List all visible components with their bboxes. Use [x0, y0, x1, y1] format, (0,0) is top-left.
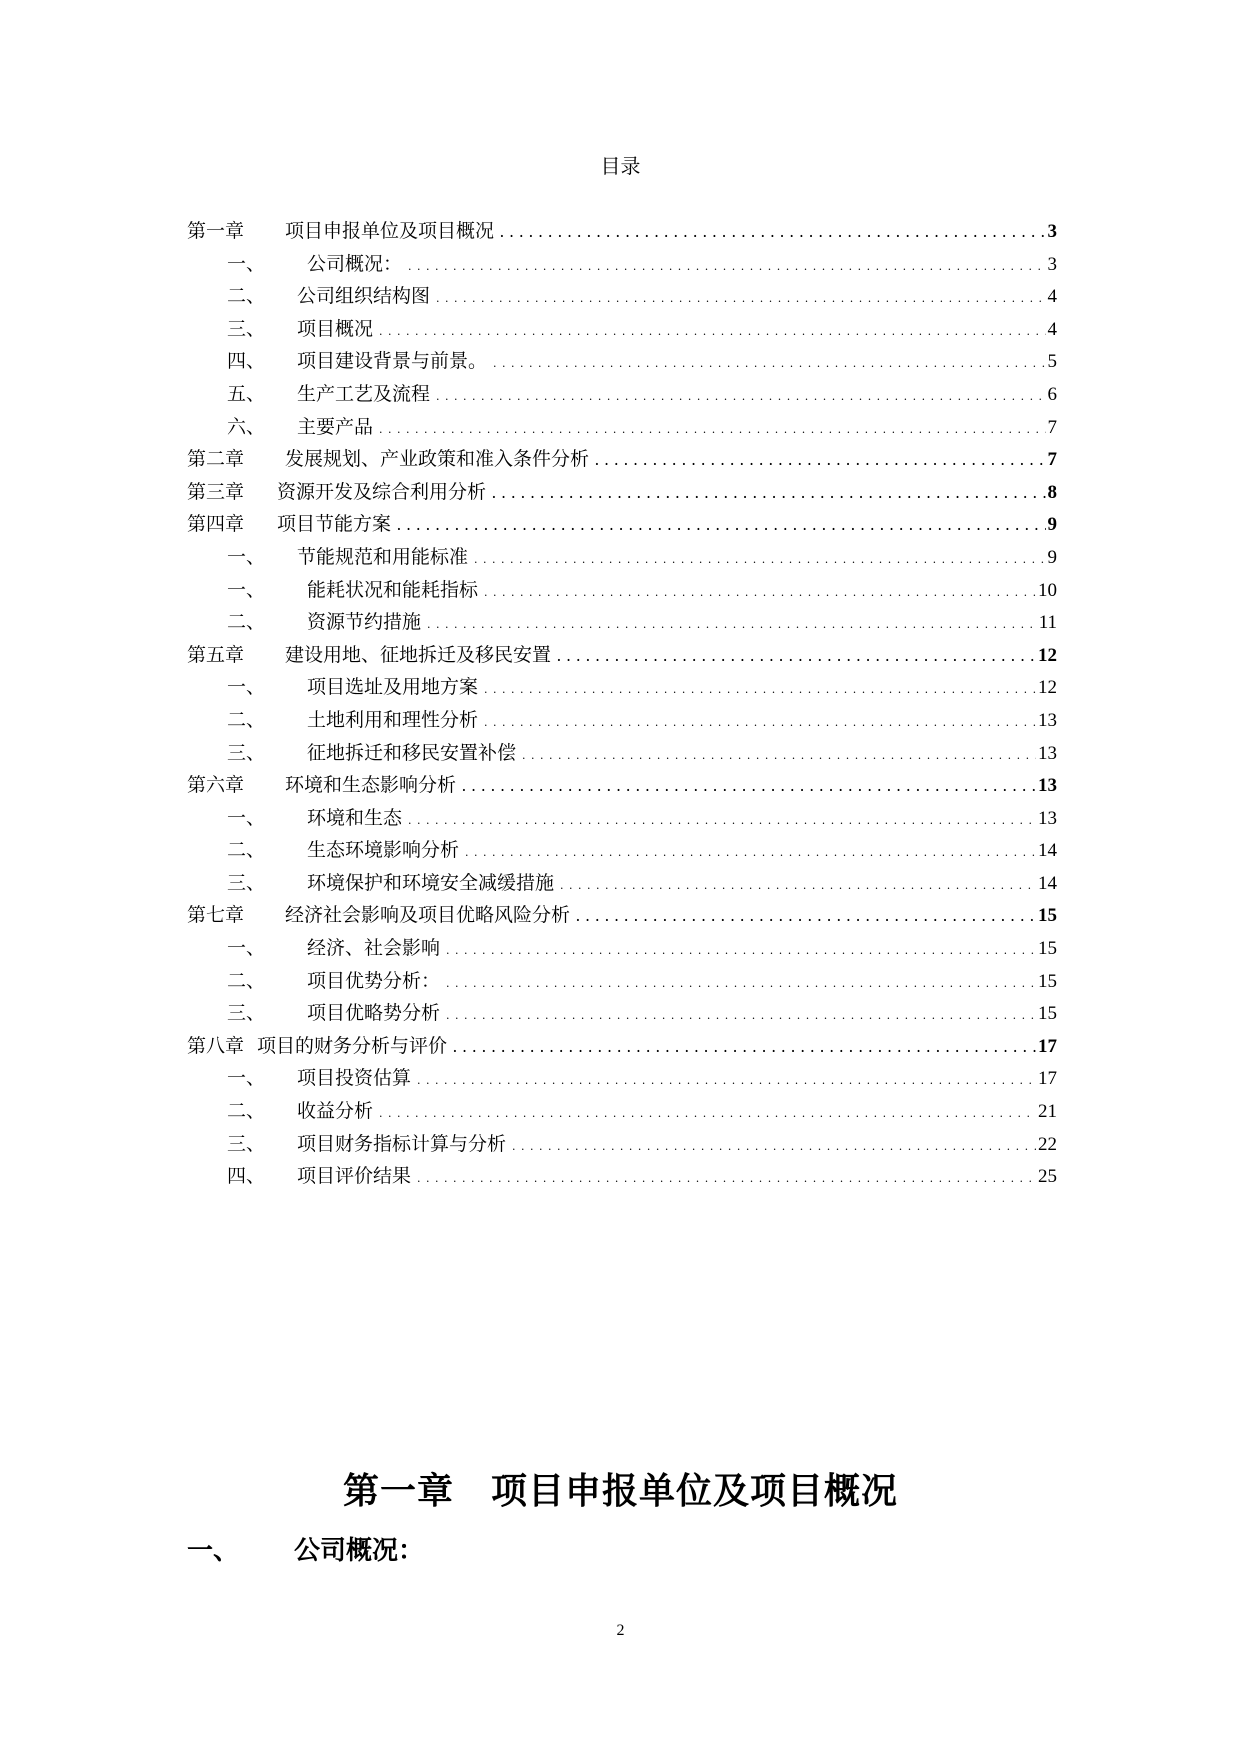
section-heading [187, 1530, 424, 1567]
toc-leader-dots [436, 381, 1045, 414]
toc-entry-number: 三、 [227, 1002, 266, 1025]
toc-entry-number: 一、 [227, 578, 266, 601]
toc-leader-dots [500, 218, 1045, 251]
toc-section-entry[interactable] [187, 345, 1057, 378]
toc-entry-number: 一、 [227, 1067, 266, 1090]
toc-entry-label: 项目优势分析： [307, 969, 441, 992]
toc-entry-number: 六、 [227, 415, 266, 438]
toc-entry-number: 一、 [227, 252, 266, 275]
toc-leader-dots [493, 348, 1045, 381]
toc-entry-label: 生产工艺及流程 [297, 382, 431, 405]
toc-section-entry[interactable] [187, 574, 1057, 607]
toc-entry-number: 第一章 [187, 220, 245, 242]
toc-entry-label: 项目的财务分析与评价 [257, 1034, 448, 1057]
toc-entry-label: 收益分析 [297, 1100, 374, 1123]
toc-leader-dots [484, 707, 1036, 740]
toc-entry-page: 9 [1047, 546, 1057, 568]
toc-section-entry[interactable] [187, 1160, 1057, 1193]
toc-entry-page: 15 [1038, 1003, 1057, 1025]
toc-leader-dots [446, 1000, 1036, 1033]
toc-section-entry[interactable] [187, 1095, 1057, 1128]
toc-entry-label: 项目概况 [297, 317, 374, 340]
toc-chapter-entry[interactable] [187, 1030, 1057, 1063]
toc-leader-dots [522, 740, 1036, 773]
toc-entry-page: 10 [1038, 579, 1057, 601]
toc-entry-label: 资源开发及综合利用分析 [277, 480, 487, 503]
toc-entry-label: 建设用地、征地拆迁及移民安置 [285, 643, 552, 666]
toc-entry-label: 项目优略势分析 [307, 1002, 441, 1025]
toc-section-entry[interactable] [187, 834, 1057, 867]
toc-entry-label: 环境和生态影响分析 [285, 774, 457, 797]
toc-entry-label: 主要产品 [297, 415, 374, 438]
toc-entry-number: 三、 [227, 741, 266, 764]
toc-section-entry[interactable] [187, 932, 1057, 965]
toc-entry-label: 项目建设背景与前景。 [297, 350, 488, 373]
toc-leader-dots [484, 674, 1036, 707]
toc-leader-dots [595, 446, 1045, 479]
toc-entry-label: 节能规范和用能标准 [297, 545, 469, 568]
toc-title: 目录 [600, 154, 641, 178]
toc-entry-number: 第二章 [187, 448, 245, 471]
toc-section-entry[interactable] [187, 378, 1057, 411]
toc-entry-label: 项目评价结果 [297, 1165, 412, 1188]
toc-entry-number: 一、 [227, 937, 266, 960]
toc-entry-page: 5 [1047, 351, 1057, 373]
toc-entry-number: 第八章 [187, 1034, 245, 1057]
toc-entry-page: 15 [1038, 938, 1057, 960]
toc-entry-page: 13 [1038, 775, 1057, 797]
toc-entry-label: 发展规划、产业政策和准入条件分析 [285, 448, 590, 471]
toc-entry-number: 五、 [227, 382, 266, 405]
toc-entry-page: 13 [1038, 807, 1057, 829]
toc-chapter-entry[interactable] [187, 215, 1057, 248]
toc-leader-dots [453, 1033, 1036, 1066]
toc-section-entry[interactable] [187, 606, 1057, 639]
toc-section-entry[interactable] [187, 541, 1057, 574]
toc-section-entry[interactable] [187, 1062, 1057, 1095]
chapter-heading: 第一章 项目申报单位及项目概况 [342, 1470, 898, 1512]
toc-entry-page: 12 [1038, 644, 1057, 666]
toc-entry-label: 项目投资估算 [297, 1067, 412, 1090]
toc-entry-label: 公司组织结构图 [297, 285, 431, 308]
toc-chapter-entry[interactable] [187, 508, 1057, 541]
toc-entry-label: 经济社会影响及项目优略风险分析 [285, 904, 571, 927]
toc-leader-dots [492, 479, 1045, 512]
toc-chapter-entry[interactable] [187, 476, 1057, 509]
toc-section-entry[interactable] [187, 411, 1057, 444]
toc-leader-dots [465, 837, 1036, 870]
toc-leader-dots [417, 1065, 1036, 1098]
toc-chapter-entry[interactable] [187, 769, 1057, 802]
toc-entry-page: 15 [1038, 905, 1057, 927]
toc-entry-number: 四、 [227, 350, 266, 373]
toc-entry-label: 项目节能方案 [277, 513, 392, 536]
toc-entry-page: 14 [1038, 840, 1057, 862]
toc-leader-dots [446, 968, 1036, 1001]
toc-entry-number: 第六章 [187, 774, 245, 797]
section-label: 公司概况： [294, 1536, 425, 1566]
toc-entry-label: 资源节约措施 [307, 611, 422, 634]
toc-entry-label: 环境和生态 [307, 806, 403, 829]
toc-entry-label: 能耗状况和能耗指标 [307, 578, 479, 601]
toc-section-entry[interactable] [187, 248, 1057, 281]
toc-chapter-entry[interactable] [187, 443, 1057, 476]
toc-section-entry[interactable] [187, 1128, 1057, 1161]
toc-leader-dots [379, 316, 1045, 349]
toc-section-entry[interactable] [187, 867, 1057, 900]
toc-leader-dots [512, 1131, 1036, 1164]
toc-leader-dots [379, 414, 1045, 447]
toc-entry-number: 二、 [227, 285, 266, 308]
toc-leader-dots [427, 609, 1037, 642]
toc-entry-number: 第七章 [187, 904, 245, 927]
toc-entry-page: 3 [1047, 253, 1057, 275]
toc-entry-page: 25 [1038, 1166, 1057, 1188]
toc-chapter-entry[interactable] [187, 639, 1057, 672]
toc-leader-dots [379, 1098, 1036, 1131]
toc-entry-number: 第五章 [187, 643, 245, 666]
toc-leader-dots [446, 935, 1036, 968]
toc-entry-number: 四、 [227, 1165, 266, 1188]
toc-entry-label: 项目申报单位及项目概况 [285, 220, 495, 242]
toc-entry-label: 项目选址及用地方案 [307, 676, 479, 699]
toc-leader-dots [397, 511, 1045, 544]
toc-entry-number: 三、 [227, 1132, 266, 1155]
toc-section-entry[interactable] [187, 671, 1057, 704]
toc-entry-page: 13 [1038, 742, 1057, 764]
toc-leader-dots [576, 902, 1036, 935]
toc-entry-number: 二、 [227, 708, 266, 731]
toc-entry-page: 3 [1047, 221, 1057, 242]
toc-entry-page: 13 [1038, 709, 1057, 731]
toc-entry-page: 15 [1038, 970, 1057, 992]
toc-entry-label: 经济、社会影响 [307, 937, 441, 960]
toc-entry-number: 二、 [227, 1100, 266, 1123]
toc-entry-page: 11 [1038, 612, 1057, 634]
table-of-contents [187, 215, 1057, 1193]
toc-section-entry[interactable] [187, 280, 1057, 313]
toc-entry-page: 14 [1038, 872, 1057, 894]
toc-entry-page: 12 [1038, 677, 1057, 699]
toc-entry-page: 8 [1047, 481, 1057, 503]
toc-entry-page: 21 [1038, 1101, 1057, 1123]
toc-entry-number: 二、 [227, 611, 266, 634]
toc-entry-number: 三、 [227, 871, 266, 894]
toc-entry-page: 7 [1047, 449, 1057, 471]
toc-entry-page: 4 [1047, 286, 1057, 308]
toc-entry-page: 17 [1038, 1035, 1057, 1057]
toc-entry-number: 一、 [227, 545, 266, 568]
toc-entry-label: 项目财务指标计算与分析 [297, 1132, 507, 1155]
toc-section-entry[interactable] [187, 965, 1057, 998]
toc-section-entry[interactable] [187, 802, 1057, 835]
toc-leader-dots [436, 283, 1045, 316]
toc-leader-dots [560, 870, 1036, 903]
toc-entry-label: 生态环境影响分析 [307, 839, 460, 862]
toc-entry-label: 土地利用和理性分析 [307, 708, 479, 731]
toc-entry-number: 一、 [227, 806, 266, 829]
toc-entry-page: 6 [1047, 383, 1057, 405]
toc-entry-page: 22 [1038, 1133, 1057, 1155]
toc-section-entry[interactable] [187, 704, 1057, 737]
toc-entry-page: 17 [1038, 1068, 1057, 1090]
toc-entry-number: 一、 [227, 676, 266, 699]
toc-leader-dots [462, 772, 1036, 805]
toc-entry-page: 9 [1047, 514, 1057, 536]
section-number: 一、 [187, 1536, 240, 1566]
toc-entry-label: 公司概况： [307, 252, 403, 275]
page-number: 2 [616, 1622, 625, 1639]
toc-entry-page: 7 [1047, 416, 1057, 438]
toc-entry-number: 第四章 [187, 513, 245, 536]
toc-entry-page: 4 [1047, 318, 1057, 340]
toc-leader-dots [408, 251, 1045, 284]
toc-entry-label: 环境保护和环境安全减缓措施 [307, 871, 555, 894]
toc-section-entry[interactable] [187, 737, 1057, 770]
toc-leader-dots [417, 1163, 1036, 1196]
toc-entry-label: 征地拆迁和移民安置补偿 [307, 741, 517, 764]
toc-leader-dots [474, 544, 1045, 577]
toc-leader-dots [484, 577, 1036, 610]
toc-leader-dots [557, 642, 1036, 675]
toc-leader-dots [408, 805, 1036, 838]
toc-entry-number: 二、 [227, 839, 266, 862]
toc-section-entry[interactable] [187, 313, 1057, 346]
toc-entry-number: 二、 [227, 969, 266, 992]
toc-chapter-entry[interactable] [187, 899, 1057, 932]
toc-entry-number: 第三章 [187, 480, 245, 503]
toc-entry-number: 三、 [227, 317, 266, 340]
toc-section-entry[interactable] [187, 997, 1057, 1030]
